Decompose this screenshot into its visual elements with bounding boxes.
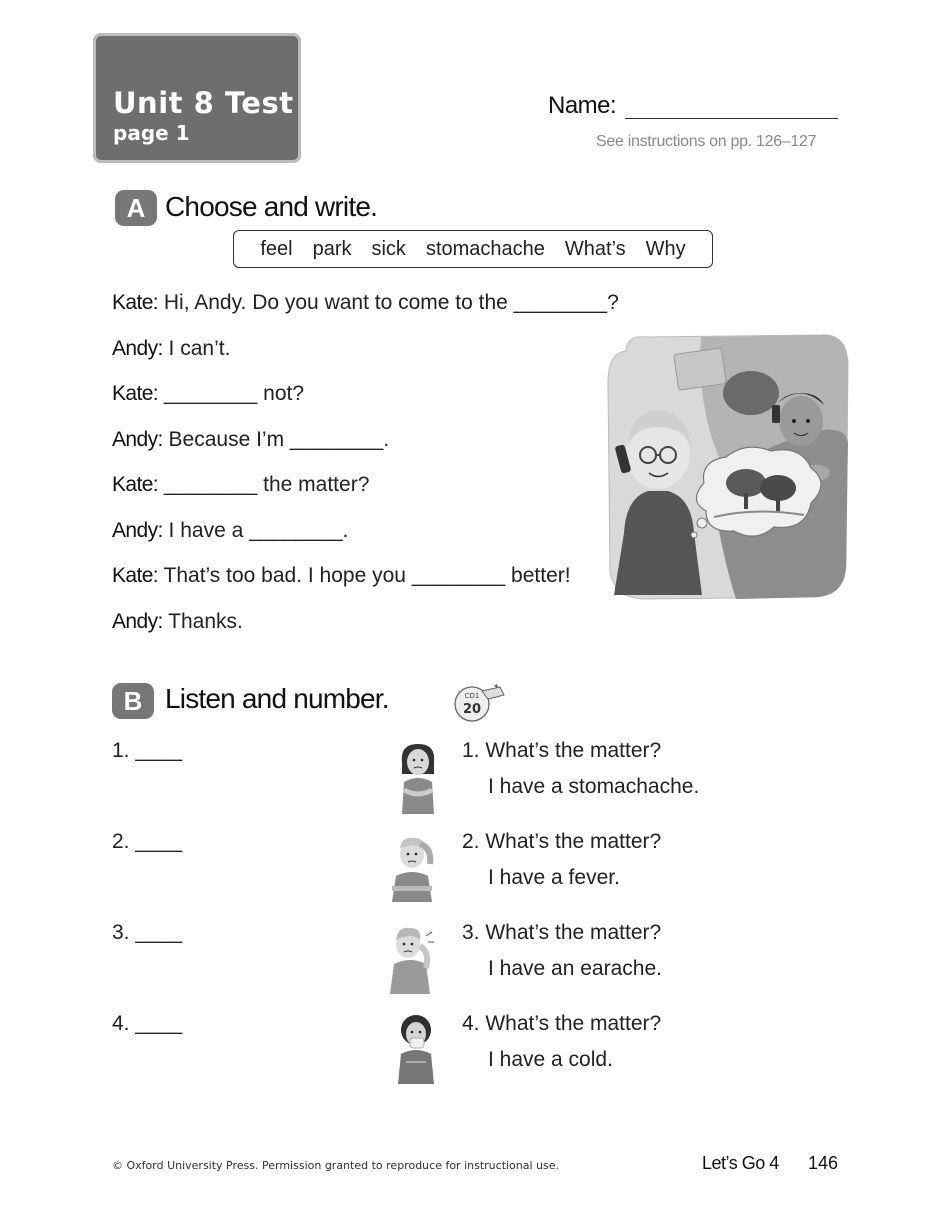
dialogue-text[interactable]: ________ the matter?: [158, 473, 370, 496]
item-question: 4. What’s the matter?: [462, 1012, 662, 1035]
answer-blank[interactable]: 2. ____: [112, 830, 183, 853]
speaker-label: Andy:: [112, 428, 163, 451]
series-title: Let’s Go 4: [702, 1153, 779, 1173]
speaker-label: Kate:: [112, 382, 159, 405]
dialogue-text: Thanks.: [162, 610, 243, 633]
dialogue-line: [112, 428, 389, 452]
cd-label: CD1: [464, 692, 480, 700]
cd-track: 20: [462, 702, 482, 717]
answer-blank[interactable]: 4. ____: [112, 1012, 183, 1035]
dialogue-line: [112, 519, 348, 543]
word-bank: [233, 230, 713, 268]
section-a-badge: A: [115, 190, 157, 226]
item-question: 3. What’s the matter?: [462, 921, 662, 944]
item-question: 1. What’s the matter?: [462, 739, 662, 762]
dialogue-line: [112, 382, 304, 406]
phone-call-illustration: [606, 333, 850, 601]
word-bank-item: What’s: [564, 237, 626, 260]
item-answer: I have an earache.: [488, 957, 662, 980]
dialogue-text[interactable]: Hi, Andy. Do you want to come to the ________?: [158, 291, 619, 314]
unit-title: Unit 8 Test: [113, 86, 294, 120]
instructions-note: See instructions on pp. 126–127: [596, 133, 817, 150]
name-field[interactable]: [625, 118, 838, 119]
item-answer: I have a fever.: [488, 866, 620, 889]
cd-audio-icon[interactable]: [452, 683, 506, 723]
dialogue-line: [112, 291, 619, 315]
dialogue-text[interactable]: Because I’m ________.: [162, 428, 390, 451]
speaker-label: Kate:: [112, 291, 159, 314]
speaker-label: Andy:: [112, 519, 163, 542]
item-question: 2. What’s the matter?: [462, 830, 662, 853]
answer-blank[interactable]: 3. ____: [112, 921, 183, 944]
dialogue-line: [112, 564, 571, 588]
word-bank-item: stomachache: [425, 237, 545, 260]
item-answer: I have a stomachache.: [488, 775, 700, 798]
dialogue-line: [112, 473, 369, 497]
page-number: 146: [808, 1153, 839, 1173]
boy-earache-picture: [386, 922, 434, 994]
girl-cold-picture: [392, 1012, 440, 1084]
word-bank-item: feel: [260, 237, 293, 260]
speaker-label: Kate:: [112, 473, 159, 496]
copyright-notice: © Oxford University Press. Permission granted to reproduce for instructional use.: [112, 1159, 560, 1172]
name-label: Name:: [548, 92, 617, 119]
speaker-label: Kate:: [112, 564, 159, 587]
word-bank-item: park: [312, 237, 352, 260]
girl-stomachache-picture: [394, 742, 442, 814]
item-answer: I have a cold.: [488, 1048, 613, 1071]
word-bank-item: Why: [645, 237, 686, 260]
section-b-badge: B: [112, 683, 154, 719]
dialogue-line: [112, 337, 230, 361]
page-label: page 1: [113, 121, 190, 145]
dialogue-text[interactable]: That’s too bad. I hope you ________ better!: [158, 564, 571, 587]
section-a-title: Choose and write.: [165, 191, 378, 222]
dialogue-text[interactable]: I have a ________.: [162, 519, 349, 542]
answer-blank[interactable]: 1. ____: [112, 739, 183, 762]
section-b-title: Listen and number.: [165, 683, 389, 714]
speaker-label: Andy:: [112, 610, 163, 633]
boy-fever-picture: [388, 830, 436, 902]
dialogue-text[interactable]: ________ not?: [158, 382, 305, 405]
dialogue-line: [112, 610, 243, 634]
word-bank-item: sick: [371, 237, 406, 260]
dialogue-text: I can’t.: [162, 337, 231, 360]
speaker-label: Andy:: [112, 337, 163, 360]
